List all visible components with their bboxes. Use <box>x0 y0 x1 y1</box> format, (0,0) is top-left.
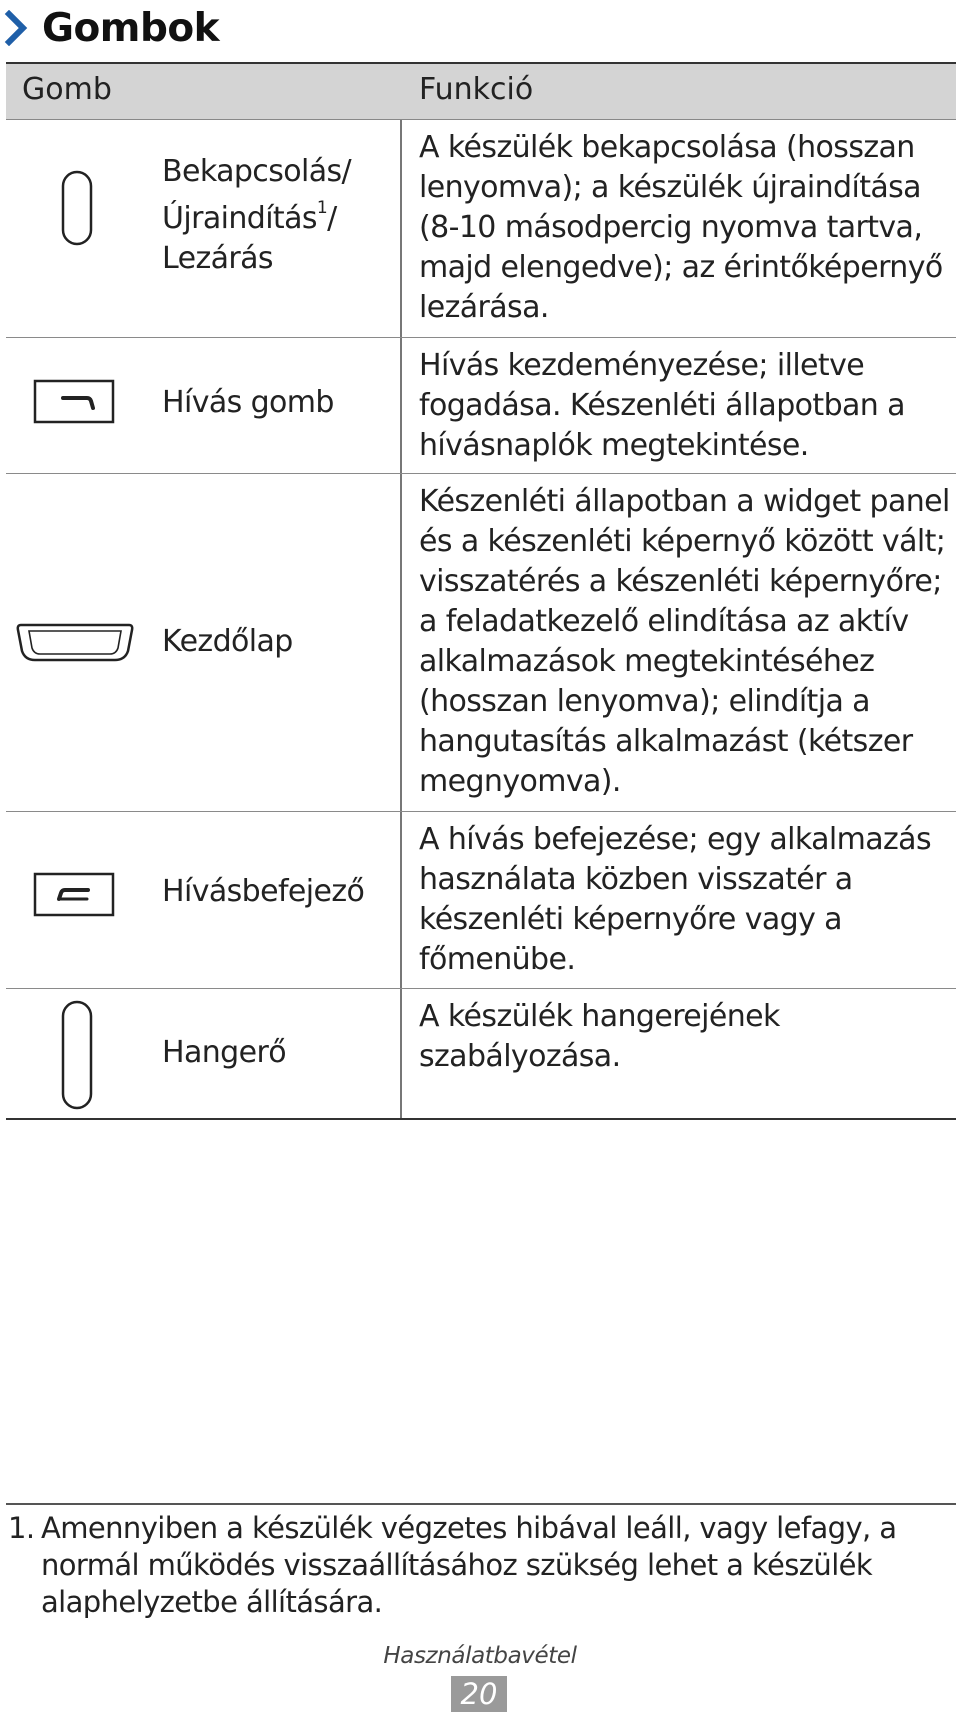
key-name-part: / <box>327 201 337 236</box>
key-name-line <box>162 192 351 239</box>
keys-table <box>6 62 956 1120</box>
chevron-right-icon <box>4 10 30 46</box>
call-key-icon <box>33 379 115 424</box>
key-name-volume: Hangerő <box>162 1035 286 1070</box>
key-name-call: Hívás gomb <box>162 385 334 420</box>
section-title: Gombok <box>42 5 220 51</box>
footnote-text: Amennyiben a készülék végzetes hibával leáll, vagy lefagy, a normál működés visszaállításához szükség lehet a készülék alaphelyzetbe állítására. <box>41 1511 897 1619</box>
table-row-call <box>6 338 956 474</box>
key-name-line: Lezárás <box>162 241 273 276</box>
key-function-power: A készülék bekapcsolása (hosszan lenyomva); a készülék újraindítása (8-10 másodpercig nyomva tartva, majd elengedve); az érintőképernyő lezárása. <box>419 130 943 325</box>
footnote-divider <box>6 1503 956 1505</box>
table-header <box>6 62 956 120</box>
table-row-home <box>6 474 956 812</box>
key-name-home: Kezdőlap <box>162 624 293 659</box>
key-function-call: Hívás kezdeményezése; illetve fogadása. Készenléti állapotban a hívásnaplók megtekintése. <box>419 348 905 463</box>
home-key-icon <box>15 621 135 663</box>
key-name-line: Bekapcsolás/ <box>162 154 352 189</box>
power-key-icon <box>61 170 93 246</box>
volume-key-icon <box>61 1000 93 1110</box>
key-name-end: Hívásbefejező <box>162 874 365 909</box>
section-heading <box>4 4 219 52</box>
page-number: 20 <box>451 1676 507 1712</box>
key-function-end: A hívás befejezése; egy alkalmazás használata közben visszatér a készenléti képernyőre vagy a főmenübe. <box>419 822 931 977</box>
header-function: Funkció <box>419 72 534 107</box>
key-function-home: Készenléti állapotban a widget panel és a készenléti képernyő között vált; visszatérés a készenléti képernyőre; a feladatkezelő elindítása az aktív alkalmazások megtekintéséhez (hosszan lenyomva); elindítja a hangutasítás alkalmazást (kétszer megnyomva). <box>419 484 950 799</box>
key-name-power <box>162 152 351 279</box>
key-function-volume: A készülék hangerejének szabályozása. <box>419 999 780 1074</box>
table-row-power <box>6 120 956 338</box>
end-key-icon <box>33 872 115 917</box>
footer-section-label: Használatbavétel <box>383 1643 577 1669</box>
header-key: Gomb <box>22 72 112 107</box>
key-name-part: Újraindítás <box>162 201 317 236</box>
table-row-end <box>6 812 956 989</box>
footnote-number: 1. <box>8 1511 35 1545</box>
footnote-ref: 1 <box>316 198 328 218</box>
table-row-volume <box>6 989 956 1120</box>
